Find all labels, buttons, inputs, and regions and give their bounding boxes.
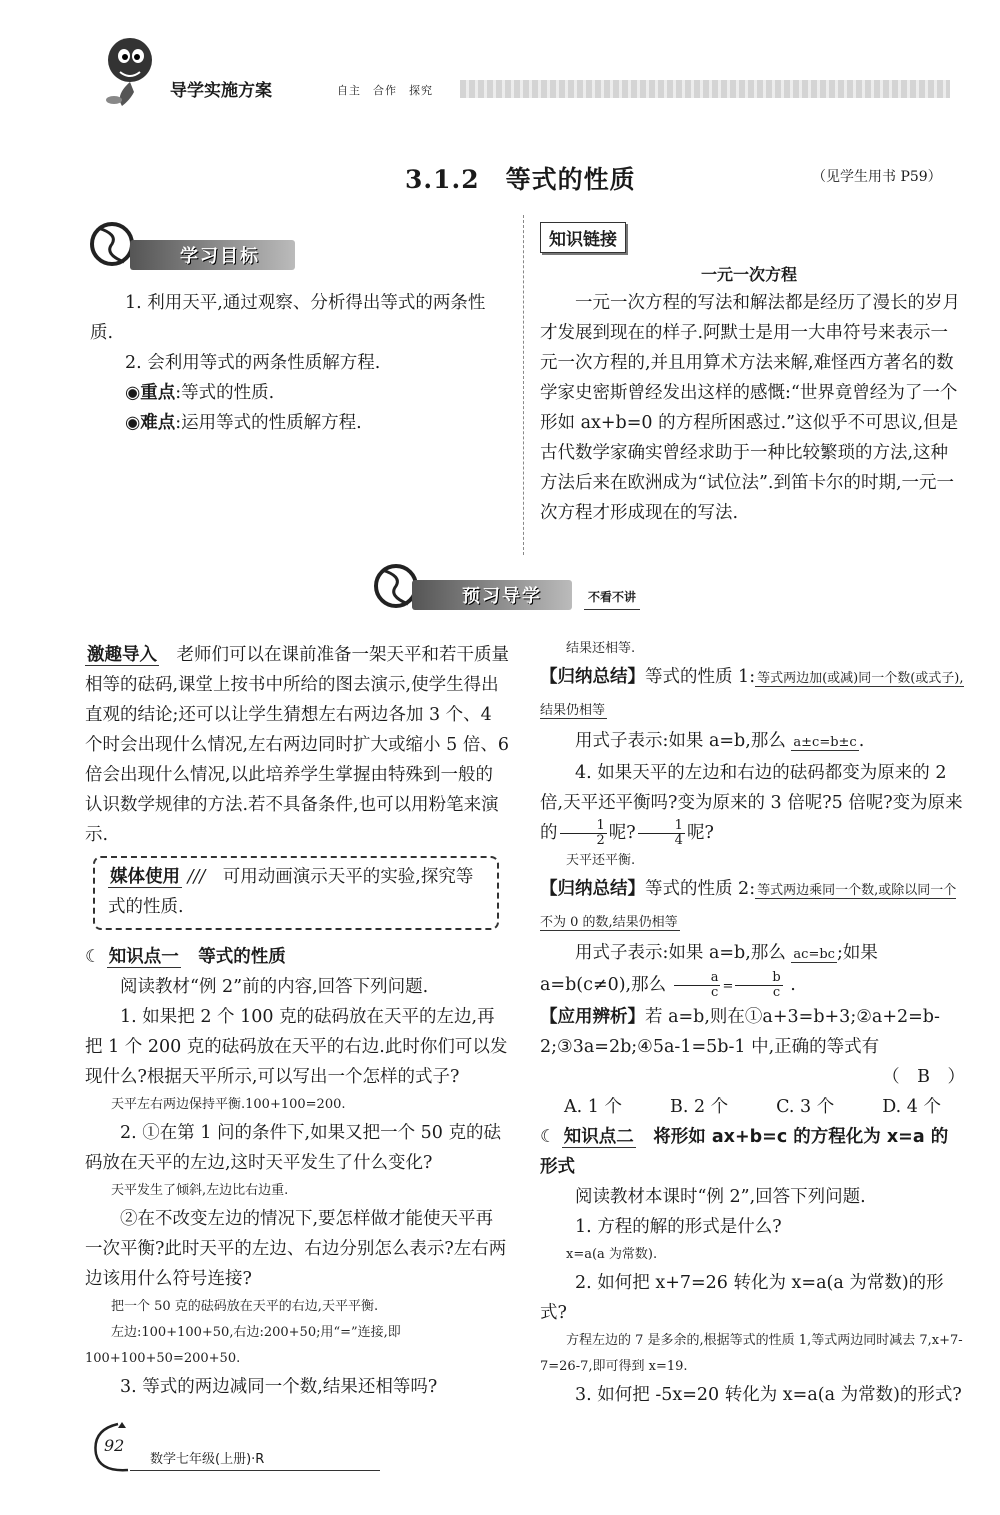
media-paragraph [108, 862, 488, 922]
summary-2 [540, 874, 965, 938]
difficult-point [90, 408, 508, 438]
kp2-title: 将形如 ax+b=c 的方程化为 x=a 的形式 [540, 1127, 949, 1177]
page-number: 92 [104, 1436, 125, 1455]
answer-3: 结果还相等. [566, 641, 636, 656]
fraction-half-num: 1 [560, 819, 607, 834]
expression-2-mid: ;如果 a=b(c≠0),那么 [540, 943, 878, 995]
column-divider [523, 215, 524, 555]
fraction-half-den: 2 [596, 833, 605, 848]
goals-banner-label: 学习目标 [180, 246, 260, 267]
expression-2-fill: ac=bc [793, 947, 835, 962]
answer-1: 天平左右两边保持平衡.100+100=200. [111, 1097, 346, 1112]
expression-1: 用式子表示:如果 a=b,那么 a±c=b±c . [575, 731, 865, 751]
book-title: 数学七年级(上册)·R [150, 1452, 265, 1467]
apply-text: 若 a=b,则在①a+3=b+3;②a+2=b-2;③3a=2b;④5a-1=5b-1 中,正确的等式有 [540, 1007, 940, 1057]
apply-paragraph [540, 1002, 965, 1062]
knowledge-link-heading: 一元一次方程 [700, 265, 797, 284]
expression-1-pre: 用式子表示:如果 a=b,那么 [575, 731, 786, 751]
difficult-point-label: ◉难点 [125, 413, 176, 433]
preview-banner [412, 580, 572, 610]
key-point [90, 378, 508, 408]
expression-1-fill: a±c=b±c [793, 735, 857, 750]
question-1: 1. 如果把 2 个 100 克的砝码放在天平的左边,再把 1 个 200 克的砝码放在天平的右边.此时你们可以发现什么?根据天平所示,可以写出一个怎样的式子? [85, 1007, 508, 1087]
expression-2-eq: = [722, 979, 734, 994]
swirl-icon [88, 220, 136, 268]
goal-item-2: 2. 会利用等式的两条性质解方程. [125, 353, 381, 373]
answer-2: 天平发生了倾斜,左边比右边重. [111, 1183, 289, 1198]
question-4-mid: 呢? [608, 823, 636, 843]
media-text: 可用动画演示天平的实验,探究等式的性质. [108, 867, 474, 917]
option-a: A. 1 个 [564, 1097, 622, 1117]
header-decoration-bar [460, 80, 950, 98]
kp2-question-3: 3. 如何把 -5x=20 转化为 x=a(a 为常数)的形式? [575, 1385, 962, 1405]
goal-item-1: 1. 利用天平,通过观察、分析得出等式的两条性质. [90, 293, 486, 343]
goals-banner [130, 240, 295, 270]
intro-paragraph [85, 640, 510, 850]
header-title: 导学实施方案 [170, 81, 272, 101]
option-c: C. 3 个 [776, 1097, 835, 1117]
summary-1 [540, 662, 965, 726]
media-label: 媒体使用 [110, 867, 180, 887]
kp1-read: 阅读教材“例 2”前的内容,回答下列问题. [120, 977, 429, 997]
fraction-a: a [674, 971, 721, 986]
section-title: 3.1.2 等式的性质 [405, 165, 636, 194]
fraction-c2: c [772, 985, 781, 1000]
fraction-quarter [638, 819, 685, 848]
kp2-question-1: 1. 方程的解的形式是什么? [575, 1217, 782, 1237]
question-2: 2. ①在第 1 问的条件下,如果又把一个 50 克的砝码放在天平的左边,这时天平发生了什么变化? [85, 1123, 501, 1173]
slash-icon: /// [187, 867, 206, 887]
summary-1-fill: 等式两边加(或减)同一个数(或式子),结果仍相等 [540, 671, 964, 718]
header-subtitle: 自主 合作 探究 [337, 84, 433, 97]
question-4 [540, 758, 965, 848]
kp2-question-2: 2. 如何把 x+7=26 转化为 x=a(a 为常数)的形式? [540, 1273, 944, 1323]
kp1-label: 知识点一 [108, 947, 179, 967]
fraction-half [560, 819, 607, 848]
option-d: D. 4 个 [882, 1097, 941, 1117]
difficult-point-text: :运用等式的性质解方程. [175, 413, 362, 433]
intro-text: 老师们可以在课前准备一架天平和若干质量相等的砝码,课堂上按书中所给的图去演示,使学生得出直观的结论;还可以让学生猜想左右两边各加 3 个、4 个时会出现什么情况,左右两边同时扩大或缩小 5 倍、6 倍会出现什么情况,以此培养学生掌握由特殊到一般的认识数学规律的方法.若不具备条件,也可以用粉笔来演示. [85, 645, 509, 845]
apply-answer: （ B ） [882, 1067, 965, 1087]
mascot-logo-icon [100, 30, 160, 110]
apply-label: 【应用辨析】 [540, 1007, 645, 1027]
knowledge-link-body: 一元一次方程的写法和解法都是经历了漫长的岁月才发展到现在的样子.阿默士是用一大串符号来表示一元一次方程的,并且用算术方法来解,难怪西方著名的数学家史密斯曾经发出这样的感慨:“世界竟曾经为了一个形如 ax+b=0 的方程所困惑过.”这似乎不可思议,但是古代数学家确实曾经求助于一种比较繁琐的方法,这种方法后来在欧洲成为“试位法”.到笛卡尔的时期,一元一次方程才形成现在的写法. [540, 293, 960, 523]
knowledge-point-1 [85, 942, 510, 1402]
preview-banner-label: 预习导学 [462, 586, 542, 607]
kp1-heading [85, 942, 510, 972]
preview-banner-note: 不看不讲 [584, 588, 640, 610]
fraction-a-over-c [674, 971, 721, 1000]
apply-options [540, 1092, 965, 1122]
answer-2b-1: 把一个 50 克的砝码放在天平的右边,天平平衡. [111, 1299, 379, 1314]
fraction-quarter-den: 4 [674, 833, 683, 848]
answer-2b-2: 左边:100+100+50,右边:200+50;用“=”连接,即 100+100+50=200+50. [85, 1325, 401, 1366]
kp2-label: 知识点二 [563, 1127, 634, 1147]
right-column [540, 636, 965, 1410]
summary-2-label: 【归纳总结】 [540, 879, 645, 899]
summary-1-pre: 等式的性质 1: [645, 667, 756, 687]
summary-1-label: 【归纳总结】 [540, 667, 645, 687]
kp2-answer-2: 方程左边的 7 是多余的,根据等式的性质 1,等式两边同时减去 7,x+7-7=26-7,即可得到 x=19. [540, 1333, 963, 1374]
answer-4: 天平还平衡. [566, 853, 636, 868]
kp2-read: 阅读教材本课时“例 2”,回答下列问题. [575, 1187, 866, 1207]
kp2-heading [540, 1122, 965, 1182]
moon-icon: ☾ [540, 1127, 562, 1147]
knowledge-link-tag: 知识链接 [540, 222, 626, 253]
question-3: 3. 等式的两边减同一个数,结果还相等吗? [120, 1377, 438, 1397]
fraction-c: c [710, 985, 719, 1000]
footer-rule [130, 1470, 380, 1471]
question-2b: ②在不改变左边的情况下,要怎样做才能使天平再一次平衡?此时天平的左边、右边分别怎么表示?左右两边该用什么符号连接? [85, 1209, 507, 1289]
expression-2-pre: 用式子表示:如果 a=b,那么 [575, 943, 786, 963]
intro-label: 激趣导入 [87, 645, 157, 665]
left-column [85, 640, 510, 850]
kp2-answer-1: x=a(a 为常数). [566, 1247, 658, 1262]
expression-2: 用式子表示:如果 a=b,那么 ac=bc ;如果 a=b(c≠0),那么 $\frac{a}{c}$ = $\frac{b}{c}$ . [540, 943, 878, 1000]
section-reference: （见学生用书 P59） [812, 169, 942, 185]
option-b: B. 2 个 [669, 1097, 729, 1117]
goals-section [90, 288, 508, 438]
question-4-end: 呢? [686, 823, 714, 843]
summary-2-fill: 等式两边乘同一个数,或除以同一个不为 0 的数,结果仍相等 [540, 883, 957, 930]
key-point-text: :等式的性质. [175, 383, 275, 403]
fraction-b: b [735, 971, 782, 986]
fraction-b-over-c [735, 971, 782, 1000]
media-content [108, 862, 488, 922]
summary-2-pre: 等式的性质 2: [645, 879, 756, 899]
fraction-quarter-num: 1 [638, 819, 685, 834]
key-point-label: ◉重点 [125, 383, 176, 403]
kp1-title: 等式的性质 [198, 947, 286, 967]
moon-icon: ☾ [85, 947, 107, 967]
question-4-text: 4. 如果天平的左边和右边的砝码都变为原来的 2 倍,天平还平衡吗?变为原来的 3 倍呢?5 倍呢?变为原来的 [540, 763, 963, 843]
